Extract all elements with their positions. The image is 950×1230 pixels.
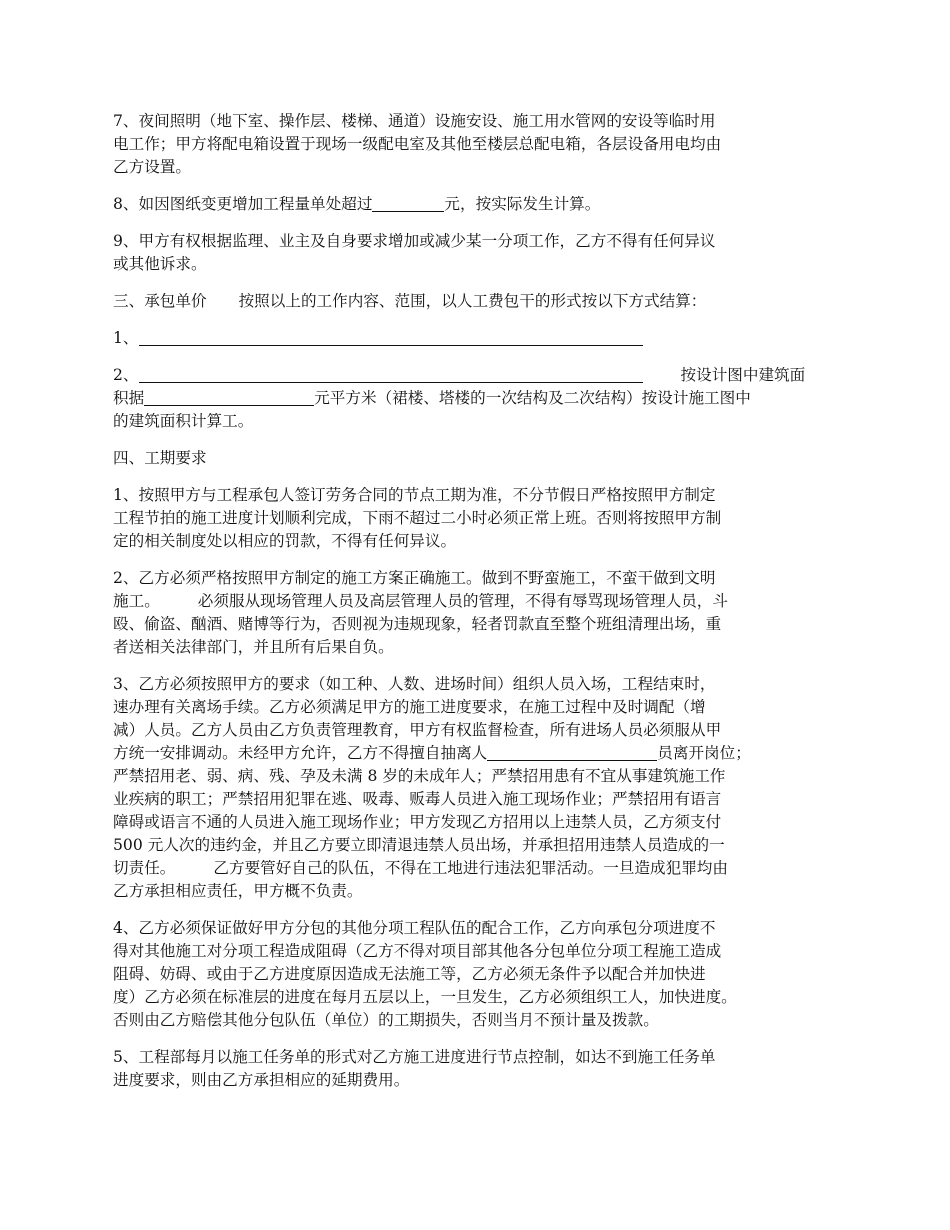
text-line: 乙方承担相应责任，甲方概不负责。 [113,882,363,900]
section-title: 四、工期要求 [113,449,207,467]
text-line [113,327,853,350]
text-line [113,742,853,765]
text-line: 业疾病的职工；严禁招用犯罪在逃、吸毒、贩毒人员进入施工现场作业；严禁招用有语言 [113,790,722,808]
text-line: 1、按照甲方与工程承包人签订劳务合同的节点工期为准，不分节假日严格按照甲方制定 [113,486,716,504]
schedule-item-3 [113,673,853,903]
text-line: 500 元人次的违约金，并且乙方要立即清退违禁人员出场，并承担招用违禁人员造成的一 [113,836,725,854]
text-line: 减）人员。乙方人员由乙方负责管理教育，甲方有权监督检查，所有进场人员必须服从甲 [113,721,722,739]
item-label: 2、 [113,366,139,384]
item-label: 1、 [113,329,139,347]
text-segment: 施工。 [113,592,160,610]
text-line: 乙方设置。 [113,158,191,176]
text-segment: 乙方要管好自己的队伍，不得在工地进行违法犯罪活动。一旦造成犯罪均由 [213,859,728,877]
text-segment: 员离开岗位； [657,744,751,762]
text-line: 3、乙方必须按照甲方的要求（如工种、人数、进场时间）组织人员入场，工程结束时， [113,675,716,693]
text-line: 工程节拍的施工进度计划顺利完成，下雨不超过二小时必须正常上班。否则将按照甲方制 [113,509,722,527]
text-line: 否则由乙方赔偿其他分包队伍（单位）的工期损失，否则当月不预计量及拨款。 [113,1011,659,1029]
text-segment: 方统一安排调动。未经甲方允许，乙方不得擅自抽离人 [113,744,488,762]
text-line: 速办理有关离场手续。乙方必须满足甲方的施工进度要求，在施工过程中及时调配（增 [113,698,706,716]
text-line: 进度要求，则由乙方承担相应的延期费用。 [113,1071,410,1089]
text-line [113,857,853,880]
text-line: 阻碍、妨碍、或由于乙方进度原因造成无法施工等，乙方必须无条件予以配合并加快进 [113,965,706,983]
paragraph-8 [113,193,853,216]
schedule-item-4 [113,917,853,1032]
text-line [113,590,853,613]
text-line: 度）乙方必须在标准层的进度在每月五层以上，一旦发生，乙方必须组织工人，加快进度。 [113,988,737,1006]
person-blank [487,744,657,761]
text-line: 9、甲方有权根据监理、业主及自身要求增加或减少某一分项工作，乙方不得有任何异议 [113,232,716,250]
text-line: 殴、偷盗、酗酒、赌博等行为，否则视为违规现象，轻者罚款直至整个班组清理出场，重 [113,615,722,633]
text-line: 障碍或语言不通的人员进入施工现场作业；甲方发现乙方招用以上违禁人员，乙方须支付 [113,813,722,831]
text-line: 定的相关制度处以相应的罚款，不得有任何异议。 [113,532,457,550]
schedule-item-1 [113,484,853,553]
text-segment: 元平方米（裙楼、塔楼的一次结构及二次结构）按设计施工图中 [314,389,751,407]
text-line: 的建筑面积计算工。 [113,412,254,430]
text-line: 4、乙方必须保证做好甲方分包的其他分项工程队伍的配合工作，乙方向承包分项进度不 [113,919,716,937]
price-blank [139,329,643,346]
text-segment: 积据 [113,389,145,407]
section-heading-unit-price [113,290,853,313]
paragraph-7 [113,110,853,179]
text-segment: 元，按实际发生计算。 [444,195,601,213]
text-line [113,364,853,387]
area-blank [144,389,314,406]
schedule-item-5 [113,1046,853,1092]
price-item-2 [113,364,853,433]
paragraph-9 [113,230,853,276]
price-item-1 [113,327,853,350]
text-segment: 按设计图中建筑面 [680,366,806,384]
text-line: 电工作；甲方将配电箱设置于现场一级配电室及其他至楼层总配电箱，各层设备用电均由 [113,135,722,153]
text-segment: 切责任。 [113,859,176,877]
text-line: 2、乙方必须严格按照甲方制定的施工方案正确施工。做到不野蛮施工，不蛮干做到文明 [113,569,716,587]
text-line: 者送相关法律部门，并且所有后果自负。 [113,638,394,656]
text-segment: 8、如因图纸变更增加工程量单处超过 [113,195,373,213]
schedule-item-2 [113,567,853,659]
section-heading-schedule [113,447,853,470]
document-page [113,110,853,1106]
text-line [113,387,853,410]
text-line: 7、夜间照明（地下室、操作层、楼梯、通道）设施安设、施工用水管网的安设等临时用 [113,112,716,130]
text-line: 严禁招用老、弱、病、残、孕及未满 8 岁的未成年人；严禁招用患有不宜从事建筑施工作 [113,767,726,785]
text-line: 或其他诉求。 [113,255,207,273]
text-line: 5、工程部每月以施工任务单的形式对乙方施工进度进行节点控制，如达不到施工任务单 [113,1048,716,1066]
text-line: 得对其他施工对分项工程造成阻碍（乙方不得对项目部其他各分包单位分项工程施工造成 [113,942,722,960]
section-title: 三、承包单价 [113,292,207,310]
text-segment: 必须服从现场管理人员及高层管理人员的管理，不得有辱骂现场管理人员，斗 [197,592,728,610]
amount-blank [372,195,444,212]
price-blank [139,366,643,383]
text-line [113,290,853,313]
text-segment: 按照以上的工作内容、范围，以人工费包干的形式按以下方式结算： [238,292,707,310]
text-line [113,193,853,216]
